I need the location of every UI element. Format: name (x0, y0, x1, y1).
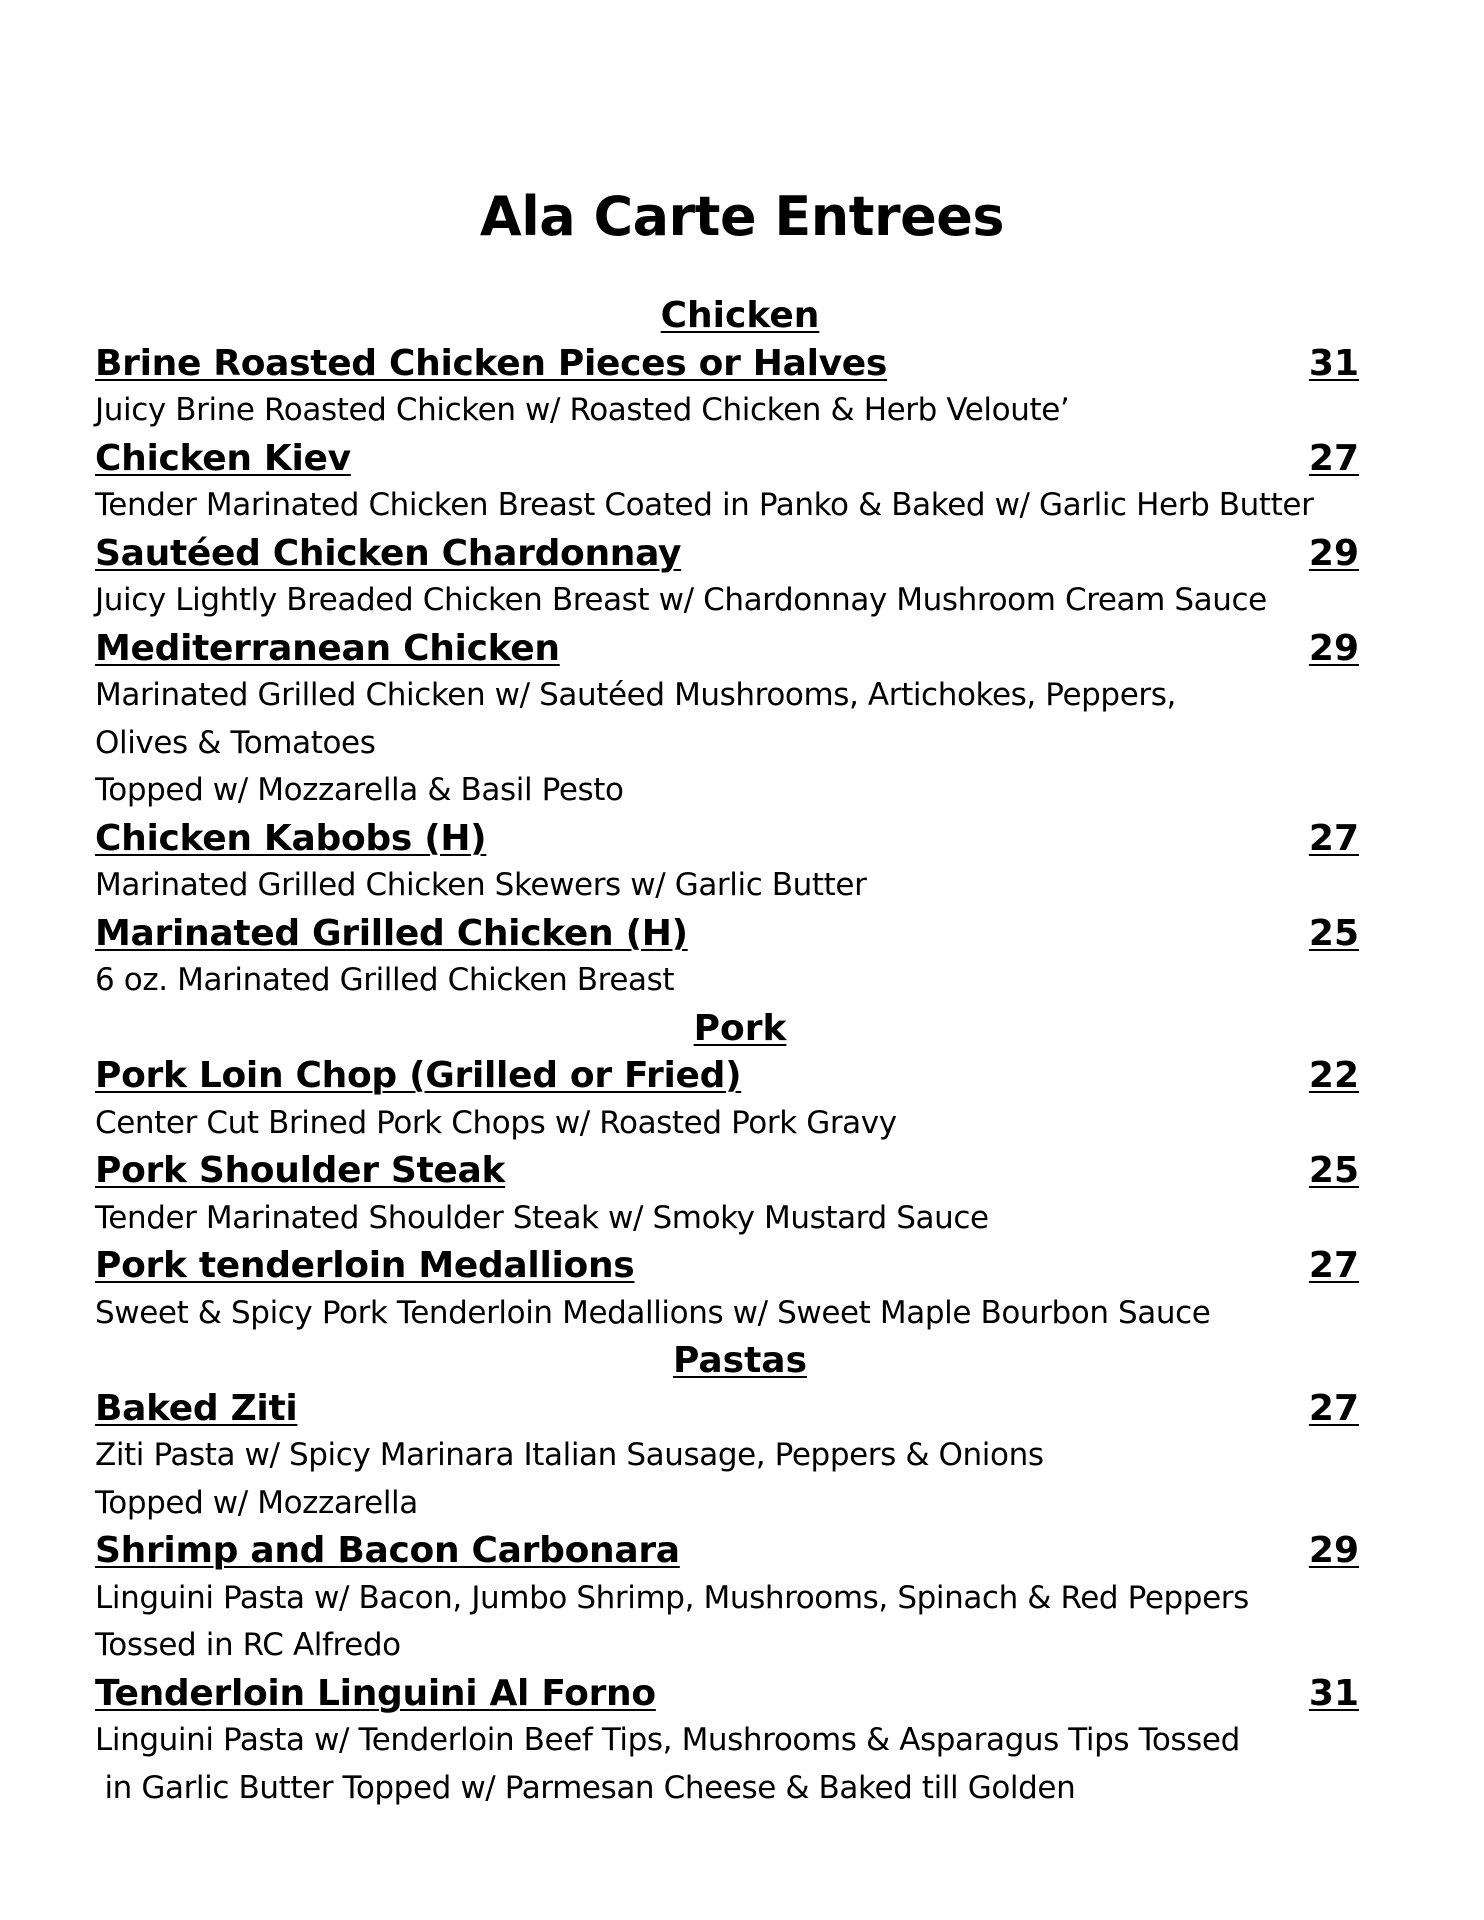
menu-item-description: Marinated Grilled Chicken Skewers w/ Garlic Butter (95, 867, 867, 903)
menu-item-row (95, 910, 1357, 958)
menu-item-description: Tender Marinated Chicken Breast Coated in Panko & Baked w/ Garlic Herb Butter (95, 487, 1314, 523)
menu-item-price: 29 (1308, 627, 1359, 669)
menu-item-row (95, 530, 1357, 578)
menu-item-description: Tossed in RC Alfredo (95, 1627, 401, 1663)
menu-item-description: in Garlic Butter Topped w/ Parmesan Cheese & Baked till Golden (95, 1769, 1076, 1806)
menu-item-row (95, 340, 1357, 388)
menu-item-description: Topped w/ Mozzarella (95, 1484, 418, 1521)
menu-item-name: Chicken Kabobs (H) (95, 817, 487, 859)
menu-item-description: Juicy Lightly Breaded Chicken Breast w/ Chardonnay Mushroom Cream Sauce (95, 582, 1267, 618)
section-heading: Pork (693, 1007, 787, 1049)
menu-item-description: Linguini Pasta w/ Tenderloin Beef Tips, Mushrooms & Asparagus Tips Tossed (95, 1722, 1240, 1758)
menu-item-row (95, 815, 1357, 863)
menu-item-row (95, 1527, 1357, 1575)
menu-item-description: Linguini Pasta w/ Bacon, Jumbo Shrimp, Mushrooms, Spinach & Red Peppers (95, 1579, 1249, 1616)
menu-item-price: 27 (1308, 1387, 1359, 1429)
menu-item-description: Olives & Tomatoes (95, 724, 376, 761)
menu-item-price: 29 (1308, 532, 1359, 574)
menu-item-name: Shrimp and Bacon Carbonara (95, 1530, 680, 1571)
menu-item-description: 6 oz. Marinated Grilled Chicken Breast (95, 962, 675, 998)
menu-item-row (95, 435, 1357, 483)
menu-item-row (95, 625, 1357, 673)
menu-item-row (95, 1670, 1357, 1718)
menu-item-name: Sautéed Chicken Chardonnay (95, 532, 682, 574)
menu-item-name: Pork Shoulder Steak (95, 1150, 506, 1191)
section-heading: Chicken (660, 295, 820, 336)
menu-item-price: 27 (1308, 437, 1359, 479)
menu-item-name: Tenderloin Linguini Al Forno (95, 1672, 656, 1714)
menu-item-description: Ziti Pasta w/ Spicy Marinara Italian Sausage, Peppers & Onions (95, 1437, 1044, 1473)
menu-item-row (95, 1242, 1357, 1290)
menu-item-price: 25 (1308, 1150, 1359, 1191)
page-title: Ala Carte Entrees (479, 185, 1005, 248)
menu-item-description: Marinated Grilled Chicken w/ Sautéed Mushrooms, Artichokes, Peppers, (95, 677, 1176, 713)
menu-item-row (95, 1052, 1357, 1100)
menu-item-price: 31 (1308, 1672, 1359, 1714)
menu-item-price: 27 (1308, 1245, 1359, 1286)
menu-item-name: Mediterranean Chicken (95, 627, 560, 669)
menu-item-name: Marinated Grilled Chicken (H) (95, 912, 688, 954)
menu-item-description: Center Cut Brined Pork Chops w/ Roasted Pork Gravy (95, 1104, 897, 1141)
section-heading: Pastas (672, 1340, 808, 1381)
menu-item-price: 22 (1308, 1055, 1359, 1096)
menu-item-row (95, 1385, 1357, 1433)
menu-item-price: 27 (1308, 817, 1359, 859)
menu-item-description: Sweet & Spicy Pork Tenderloin Medallions w/ Sweet Maple Bourbon Sauce (95, 1294, 1211, 1331)
menu-item-name: Chicken Kiev (95, 437, 351, 479)
menu-list (95, 292, 1357, 1812)
menu-item-price: 29 (1308, 1530, 1359, 1571)
menu-item-description: Juicy Brine Roasted Chicken w/ Roasted Chicken & Herb Veloute’ (95, 392, 1070, 428)
menu-item-price: 25 (1308, 912, 1359, 954)
menu-item-name: Pork Loin Chop (Grilled or Fried) (95, 1055, 742, 1096)
menu-item-price: 31 (1308, 342, 1359, 384)
menu-item-description: Topped w/ Mozzarella & Basil Pesto (95, 772, 624, 808)
menu-item-description: Tender Marinated Shoulder Steak w/ Smoky Mustard Sauce (95, 1199, 989, 1236)
menu-item-name: Pork tenderloin Medallions (95, 1245, 635, 1286)
menu-item-name: Baked Ziti (95, 1387, 298, 1429)
menu-item-row (95, 1147, 1357, 1195)
menu-item-name: Brine Roasted Chicken Pieces or Halves (95, 342, 888, 384)
